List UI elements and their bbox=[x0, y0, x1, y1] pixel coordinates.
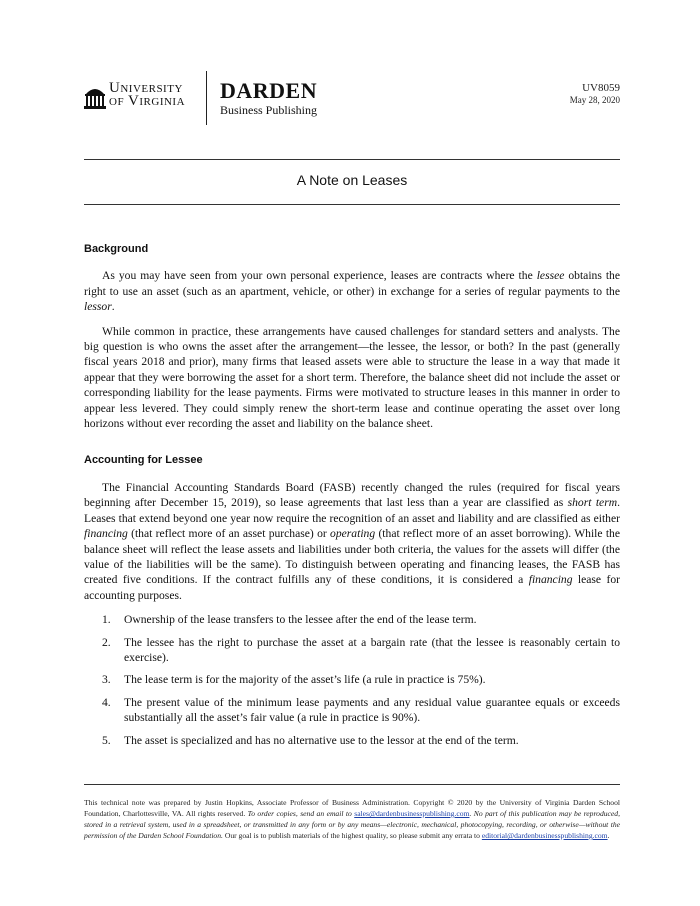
document-id-block bbox=[570, 82, 620, 105]
title-top-rule bbox=[84, 159, 620, 160]
list-item: 2. The lessee has the right to purchase the asset at a bargain rate (that the lessee is reasonably certain to exercise). bbox=[102, 635, 620, 664]
list-item: 1. Ownership of the lease transfers to the lessee after the end of the lease term. bbox=[102, 613, 477, 627]
conditions-list bbox=[84, 612, 620, 748]
logo-divider bbox=[206, 71, 207, 125]
background-paragraph-1: As you may have seen from your own personal experience, leases are contracts where the lessee obtains the right to use an asset (such as an apartment, vehicle, or other) in exchange for a series of regular payments to the lessor. bbox=[84, 269, 621, 314]
uva-line2: of Virginia bbox=[109, 93, 186, 109]
background-paragraph-2: While common in practice, these arrangements have caused challenges for standard setters and analysts. The big question is who owns the asset after the arrangement—the lessee, the lessor, or both? In the past (generally fiscal years 2018 and prior), many firms that leased assets were able to structure the lease in a way that made it appear that they were borrowing the asset for a short term. Therefore, the balance sheet did not include the asset or corresponding liability for the lease payments. Firms were motivated to structure leases in this manner in order to appear less levered. They could simply renew the short-term lease and continue operating the asset over long horizons without ever recording the asset and liability on the balance sheet. bbox=[84, 324, 620, 431]
title-bottom-rule bbox=[84, 204, 620, 205]
uva-logo bbox=[84, 82, 196, 112]
section-heading-lessee: Accounting for Lessee bbox=[84, 454, 203, 467]
editorial-email-link[interactable]: editorial@dardenbusinesspublishing.com bbox=[481, 831, 608, 840]
darden-brand-subtitle: Business Publishing bbox=[220, 103, 318, 117]
section-heading-background: Background bbox=[84, 243, 149, 255]
darden-brand: DARDEN bbox=[220, 78, 318, 103]
list-item: 5. The asset is specialized and has no alternative use to the lessor at the end of the term. bbox=[102, 733, 519, 747]
document-code: UV8059 bbox=[582, 82, 620, 94]
list-item: 4. The present value of the minimum lease payments and any residual value guarantee equals or exceeds substantially all the asset’s fair value (a rule in practice is 90%). bbox=[102, 695, 620, 725]
list-item: 3. The lease term is for the majority of the asset’s life (a rule in practice is 75%). bbox=[102, 673, 486, 687]
uva-wordmark bbox=[109, 82, 185, 108]
footer-rule bbox=[84, 784, 620, 785]
rotunda-icon bbox=[84, 84, 106, 110]
document-header bbox=[84, 70, 620, 130]
copyright-footer: This technical note was prepared by Justin Hopkins, Associate Professor of Business Administration. Copyright © 2020 by the University of Virginia Darden School Foundation, Charlottesville, VA. All rights reserved. To order copies, send an email to sales@dardenbusinesspublishing.com. No part of this publication may be reproduced, stored in a retrieval system, used in a spreadsheet, or transmitted in any form or by any means—electronic, mechanical, photocopying, recording, or otherwise—without the permission of the Darden School Foundation. Our goal is to publish materials of the highest quality, so please submit any errata to editorial@dardenbusinesspublishing.com. bbox=[84, 798, 620, 840]
page-title: A Note on Leases bbox=[296, 172, 408, 188]
lessee-paragraph-1: The Financial Accounting Standards Board (FASB) recently changed the rules (required for fiscal years beginning after December 15, 2019), so lease agreements that last less than a year are classified as short term. Leases that extend beyond one year now require the recognition of an asset and liability and are classified as either financing (that reflect more of an asset purchase) or operating (that reflect more of an asset borrowing). While the balance sheet will reflect the lease assets and liabilities under both criteria, the values for the assets will differ (the value of the liabilities will be the same). To distinguish between operating and financing leases, the FASB has created five conditions. If the contract fulfills any of these conditions, it is considered a financing lease for accounting purposes. bbox=[84, 480, 620, 602]
document-body bbox=[84, 242, 620, 755]
uva-line1: University bbox=[109, 80, 183, 96]
sales-email-link[interactable]: sales@dardenbusinesspublishing.com bbox=[354, 809, 470, 818]
document-date: May 28, 2020 bbox=[569, 95, 620, 105]
